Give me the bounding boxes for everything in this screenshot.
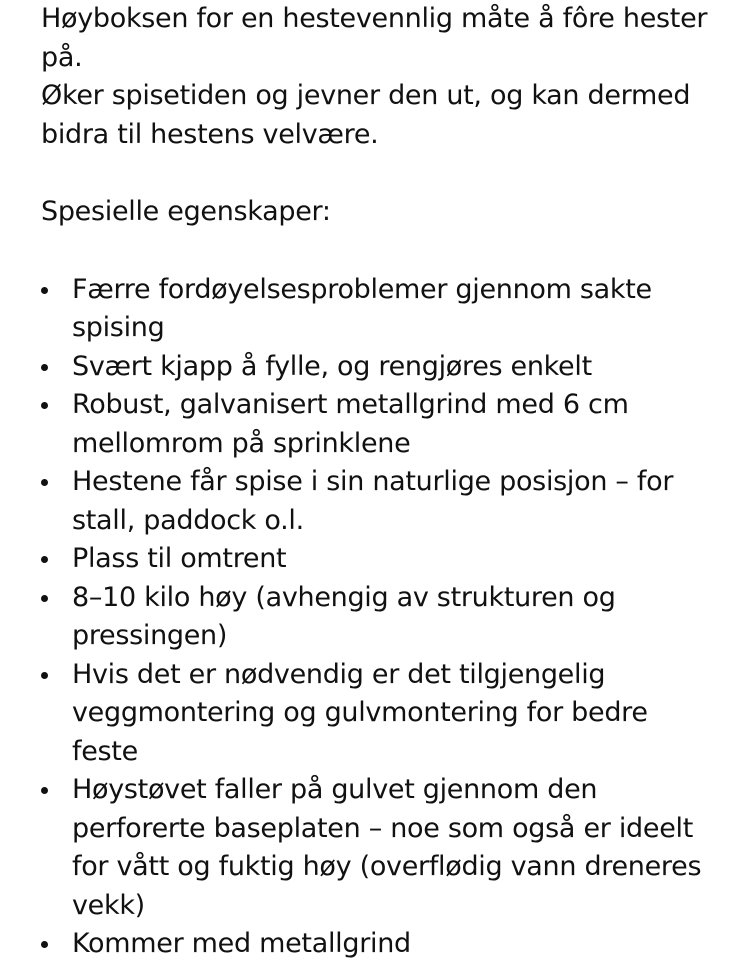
bullet-icon <box>41 672 48 679</box>
list-item-text: Plass til omtrent <box>72 543 287 574</box>
list-item-text: Hestene får spise i sin naturlige posisjon – for stall, paddock o.l. <box>72 466 674 536</box>
list-item <box>41 540 721 579</box>
list-item-text: 8–10 kilo høy (avhengig av strukturen og pressingen) <box>72 581 616 651</box>
bullet-icon <box>41 479 48 486</box>
list-item <box>41 348 721 387</box>
list-item-text: Robust, galvanisert metallgrind med 6 cm mellomrom på sprinklene <box>72 389 629 459</box>
bullet-icon <box>41 595 48 602</box>
bullet-icon <box>41 287 48 294</box>
list-item <box>41 656 721 772</box>
intro-text <box>41 0 721 154</box>
list-item <box>41 925 721 964</box>
list-item <box>41 771 721 925</box>
list-item-text: Svært kjapp å fylle, og rengjøres enkelt <box>72 350 592 382</box>
list-item <box>41 386 721 463</box>
list-item <box>41 463 721 540</box>
product-description <box>41 0 721 964</box>
features-list <box>41 271 721 964</box>
list-item <box>41 271 721 348</box>
intro-paragraph-2: Øker spisetiden og jevner den ut, og kan dermed bidra til hestens velvære. <box>41 80 691 150</box>
bullet-icon <box>41 402 48 409</box>
list-item-text: Hvis det er nødvendig er det tilgjengelig veggmontering og gulvmontering for bedre feste <box>72 658 648 767</box>
intro-paragraph-1: Høyboksen for en hestevennlig måte å fôre hester på. <box>41 3 708 73</box>
list-item <box>41 579 721 656</box>
list-item-text: Kommer med metallgrind <box>72 928 411 959</box>
bullet-icon <box>41 787 48 794</box>
bullet-icon <box>41 556 48 563</box>
list-item-text: Færre fordøyelsesproblemer gjennom sakte spising <box>72 273 652 343</box>
list-item-text: Høystøvet faller på gulvet gjennom den perforerte baseplaten – noe som også er ideelt for vått og fuktig høy (overflødig vann dreneres vekk) <box>72 774 702 921</box>
bullet-icon <box>41 941 48 948</box>
features-heading: Spesielle egenskaper: <box>41 196 331 227</box>
bullet-icon <box>41 364 48 371</box>
